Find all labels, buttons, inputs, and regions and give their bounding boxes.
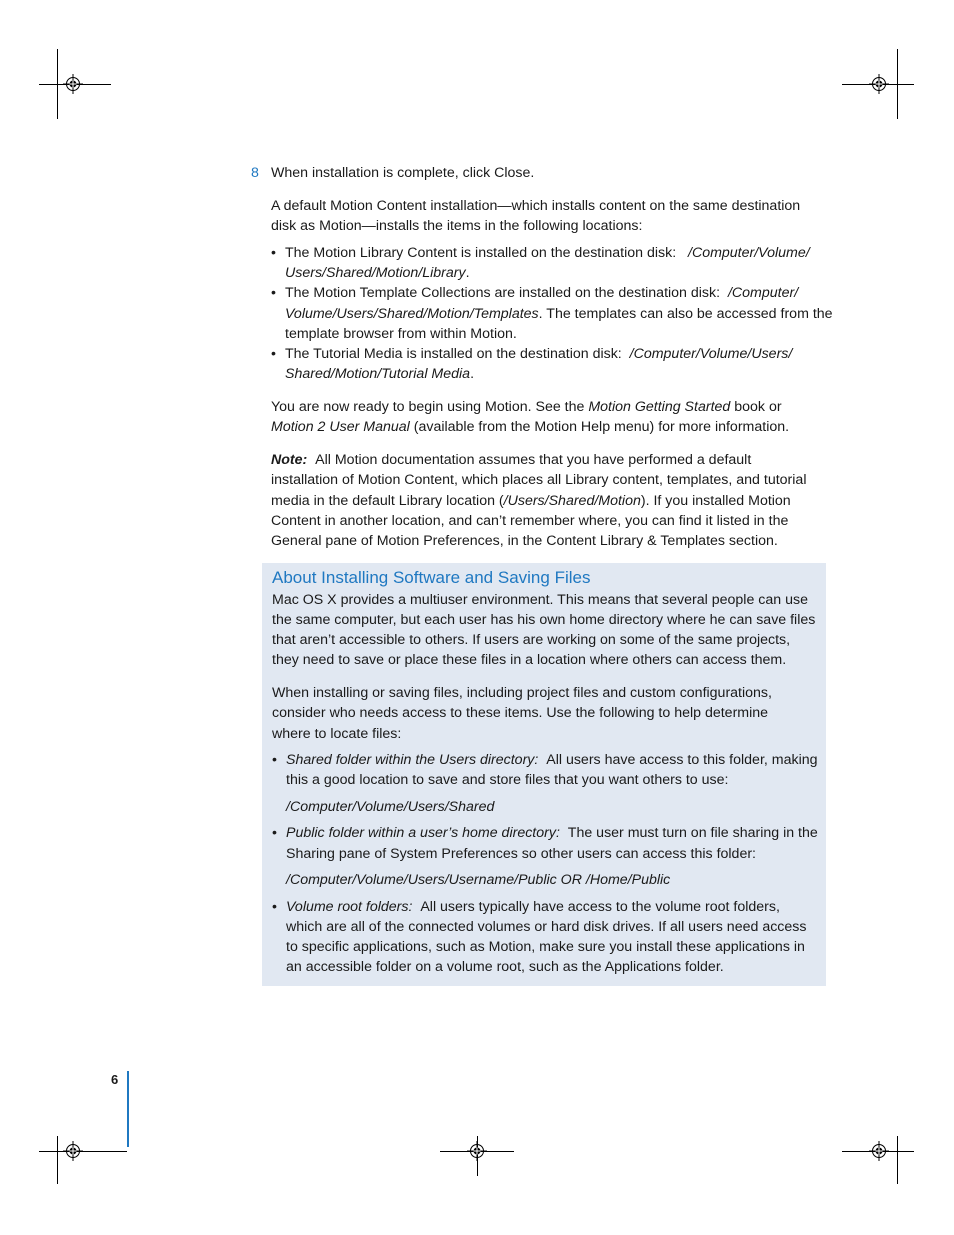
- location-path: Shared/Motion/Tutorial Media: [285, 366, 471, 382]
- list-item-cont: which are all of the connected volumes or hard disk drives. If all users need access: [286, 919, 807, 935]
- crop-line: [39, 1151, 127, 1152]
- item-text: All users typically have access to the volume root folders,: [420, 899, 780, 915]
- location-tail: . The templates can also be accessed from the: [538, 306, 833, 322]
- list-item-cont: [285, 364, 474, 384]
- note-path: /Users/Shared/Motion: [503, 493, 641, 509]
- note-text: media in the default Library location (: [271, 493, 504, 509]
- ready-line: [271, 397, 782, 417]
- item-term: Public folder within a user’s home directory:: [286, 825, 560, 841]
- list-item-cont: Sharing pane of System Preferences so other users can access this folder:: [286, 846, 757, 862]
- location-tail: .: [470, 366, 475, 382]
- intro-line: disk as Motion—installs the items in the following locations:: [271, 218, 643, 234]
- step-number: 8: [251, 165, 259, 181]
- sidebar-line: the same computer, but each user has his own home directory where he can save files: [272, 612, 816, 628]
- bullet: •: [272, 899, 277, 915]
- ready-text: book or: [730, 399, 782, 415]
- note-line: General pane of Motion Preferences, in the Content Library & Templates section.: [271, 533, 778, 549]
- note-label: Note:: [271, 452, 308, 468]
- location-tail: .: [465, 265, 470, 281]
- list-item-cont: [285, 304, 833, 324]
- crop-line: [57, 1136, 58, 1184]
- book-title: Motion Getting Started: [588, 399, 731, 415]
- folder-path: /Computer/Volume/Users/Username/Public OR /Home/Public: [286, 872, 671, 888]
- list-item-cont: an accessible folder on a volume root, such as the Applications folder.: [286, 959, 724, 975]
- bullet: •: [271, 245, 276, 261]
- step-text: When installation is complete, click Close.: [271, 165, 535, 181]
- list-item-cont: template browser from within Motion.: [285, 326, 517, 342]
- sidebar-line: When installing or saving files, including project files and custom configurations,: [272, 685, 772, 701]
- location-path: /Computer/: [727, 285, 799, 301]
- list-item: [286, 823, 818, 843]
- location-text: The Motion Library Content is installed on the destination disk:: [285, 245, 677, 261]
- item-text: All users have access to this folder, making: [546, 752, 818, 768]
- note-text: All Motion documentation assumes that you have performed a default: [315, 452, 752, 468]
- location-text: The Tutorial Media is installed on the destination disk:: [285, 346, 622, 362]
- list-item-cont: this a good location to save and store files that you want others to use:: [286, 772, 729, 788]
- item-text: The user must turn on file sharing in the: [567, 825, 818, 841]
- bullet: •: [272, 752, 277, 768]
- location-text: The Motion Template Collections are installed on the destination disk:: [285, 285, 721, 301]
- list-item-cont: to specific applications, such as Motion, make sure you install these applications in: [286, 939, 805, 955]
- sidebar-line: they need to save or place these files in a location where others can access them.: [272, 652, 787, 668]
- list-item: [285, 283, 798, 303]
- sidebar-line: Mac OS X provides a multiuser environment. This means that several people can use: [272, 592, 808, 608]
- sidebar-line: where to locate files:: [272, 726, 402, 742]
- list-item: [285, 344, 792, 364]
- location-path: /Computer/Volume/: [688, 245, 810, 261]
- sidebar-line: consider who needs access to these items. Use the following to help determine: [272, 705, 769, 721]
- note-line: [271, 491, 791, 511]
- note-line: Content in another location, and can’t remember where, you can find it listed in the: [271, 513, 789, 529]
- location-path: /Computer/Volume/Users/: [629, 346, 793, 362]
- intro-line: A default Motion Content installation—which installs content on the same destination: [271, 198, 801, 214]
- list-item: [286, 750, 818, 770]
- crop-line: [897, 1136, 898, 1184]
- list-item: [286, 897, 780, 917]
- list-item-cont: [285, 263, 470, 283]
- item-term: Volume root folders:: [286, 899, 413, 915]
- page-number: 6: [111, 1072, 119, 1087]
- sidebar-title: About Installing Software and Saving Files: [272, 568, 591, 587]
- bullet: •: [271, 346, 276, 362]
- list-item: [285, 243, 810, 263]
- location-path: Users/Shared/Motion/Library: [285, 265, 466, 281]
- folder-path: /Computer/Volume/Users/Shared: [286, 799, 495, 815]
- location-path: Volume/Users/Shared/Motion/Templates: [285, 306, 539, 322]
- note-line: [271, 450, 751, 470]
- page-number-rule: [127, 1071, 129, 1147]
- bullet: •: [271, 285, 276, 301]
- note-line: installation of Motion Content, which places all Library content, templates, and tutorial: [271, 472, 807, 488]
- book-title: Motion 2 User Manual: [271, 419, 410, 435]
- bullet: •: [272, 825, 277, 841]
- ready-text: You are now ready to begin using Motion. See the: [271, 399, 589, 415]
- ready-line: [271, 417, 789, 437]
- ready-text: (available from the Motion Help menu) for more information.: [409, 419, 790, 435]
- note-text: ). If you installed Motion: [640, 493, 791, 509]
- item-term: Shared folder within the Users directory:: [286, 752, 539, 768]
- sidebar-line: that aren’t accessible to others. If users are working on some of the same projects,: [272, 632, 791, 648]
